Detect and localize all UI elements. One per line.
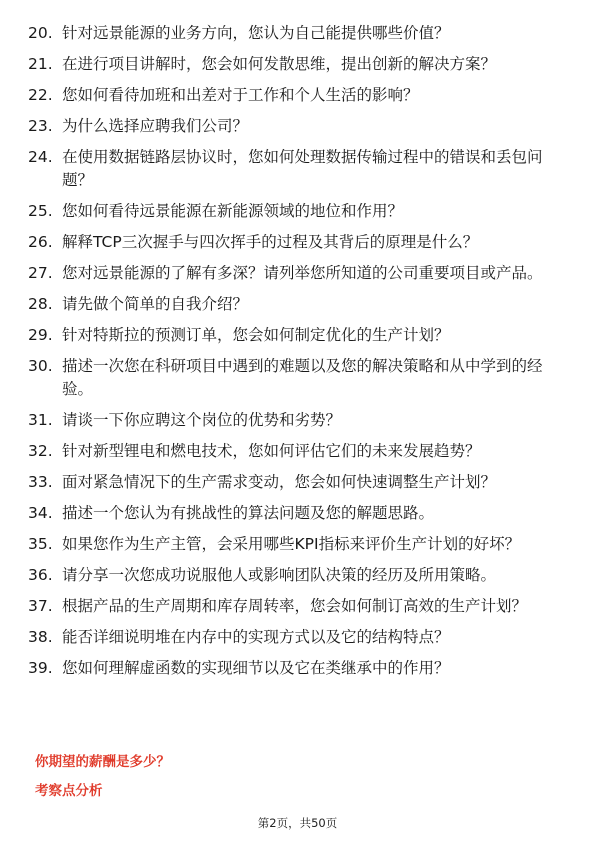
list-item (28, 22, 568, 45)
question-text: 您对远景能源的了解有多深？请列举您所知道的公司重要项目或产品。 (62, 264, 543, 282)
question-number: 35. (28, 535, 53, 553)
list-item (28, 471, 568, 494)
list-item (28, 409, 568, 432)
question-number: 31. (28, 411, 53, 429)
page-footer: 第2页，共50页 (257, 816, 338, 830)
list-item (28, 293, 568, 316)
question-number: 32. (28, 442, 53, 460)
question-text: 如果您作为生产主管，会采用哪些KPI指标来评价生产计划的好坏？ (62, 535, 521, 553)
question-number: 21. (28, 55, 53, 73)
question-number: 36. (28, 566, 53, 584)
list-item (28, 657, 568, 680)
question-number: 24. (28, 148, 53, 166)
list-item (28, 324, 568, 347)
question-number: 37. (28, 597, 53, 615)
question-text: 根据产品的生产周期和库存周转率，您会如何制订高效的生产计划？ (62, 597, 528, 615)
question-text: 请谈一下你应聘这个岗位的优势和劣势？ (62, 411, 342, 429)
question-number: 29. (28, 326, 53, 344)
list-item (28, 564, 568, 587)
question-text: 面对紧急情况下的生产需求变动，您会如何快速调整生产计划？ (62, 473, 497, 491)
question-text: 请分享一次您成功说服他人或影响团队决策的经历及所用策略。 (62, 566, 497, 584)
list-item (28, 440, 568, 463)
list-item (28, 355, 568, 401)
question-text: 能否详细说明堆在内存中的实现方式以及它的结构特点？ (62, 628, 450, 646)
question-number: 39. (28, 659, 53, 677)
list-item (28, 502, 568, 525)
question-text: 为什么选择应聘我们公司？ (62, 117, 249, 135)
question-number: 27. (28, 264, 53, 282)
question-text: 请先做个简单的自我介绍？ (62, 295, 249, 313)
question-text: 您如何理解虚函数的实现细节以及它在类继承中的作用？ (62, 659, 450, 677)
list-item (28, 200, 568, 223)
question-number: 26. (28, 233, 53, 251)
question-number: 30. (28, 357, 53, 375)
question-number: 28. (28, 295, 53, 313)
list-item (28, 231, 568, 254)
question-number: 34. (28, 504, 53, 522)
question-text: 解释TCP三次握手与四次挥手的过程及其背后的原理是什么？ (62, 233, 479, 251)
question-text: 在使用数据链路层协议时，您如何处理数据传输过程中的错误和丢包问题？ (62, 148, 543, 189)
question-text: 针对新型锂电和燃电技术，您如何评估它们的未来发展趋势？ (62, 442, 481, 460)
question-text: 描述一次您在科研项目中遇到的难题以及您的解决策略和从中学到的经验。 (62, 357, 543, 398)
list-item (28, 533, 568, 556)
list-item (28, 115, 568, 138)
question-text: 针对远景能源的业务方向，您认为自己能提供哪些价值？ (62, 24, 450, 42)
question-number: 25. (28, 202, 53, 220)
question-number: 22. (28, 86, 53, 104)
list-item (28, 595, 568, 618)
list-item (28, 84, 568, 107)
question-text: 针对特斯拉的预测订单，您会如何制定优化的生产计划？ (62, 326, 450, 344)
question-text: 描述一个您认为有挑战性的算法问题及您的解题思路。 (62, 504, 435, 522)
list-item (28, 146, 568, 192)
list-item (28, 53, 568, 76)
question-number: 20. (28, 24, 53, 42)
list-item (28, 262, 568, 285)
question-text: 您如何看待远景能源在新能源领域的地位和作用？ (62, 202, 404, 220)
question-text: 您如何看待加班和出差对于工作和个人生活的影响？ (62, 86, 419, 104)
question-number: 33. (28, 473, 53, 491)
question-number: 38. (28, 628, 53, 646)
question-text: 在进行项目讲解时，您会如何发散思维，提出创新的解决方案？ (62, 55, 497, 73)
question-number: 23. (28, 117, 53, 135)
list-item (28, 626, 568, 649)
question-list (28, 22, 568, 688)
analysis-heading: 考察点分析 (35, 783, 103, 799)
salary-question-heading: 你期望的薪酬是多少？ (35, 754, 170, 770)
